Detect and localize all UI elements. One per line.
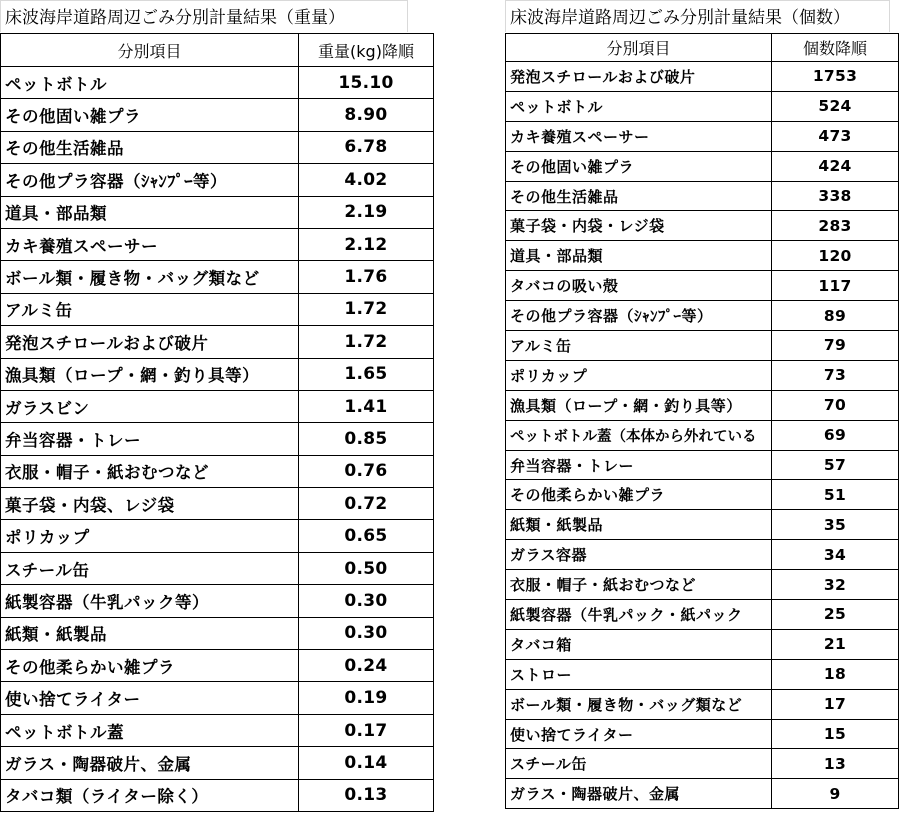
count-row-item: 発泡スチロールおよび破片 — [506, 62, 772, 92]
weight-row-item: カキ養殖スペーサー — [1, 228, 299, 260]
count-table-row — [506, 450, 899, 480]
weight-table — [0, 33, 434, 812]
weight-row-value: 2.19 — [299, 196, 434, 228]
count-row-item: その他プラ容器（ｼｬﾝﾌﾟｰ等） — [506, 301, 772, 331]
count-row-item: 使い捨てライター — [506, 719, 772, 749]
weight-table-row — [1, 228, 434, 260]
count-row-item: 道具・部品類 — [506, 241, 772, 271]
count-row-value: 1753 — [772, 62, 899, 92]
count-row-item: ボール類・履き物・バッグ類など — [506, 689, 772, 719]
count-row-item: アルミ缶 — [506, 331, 772, 361]
weight-row-value: 1.72 — [299, 293, 434, 325]
count-row-item: 衣服・帽子・紙おむつなど — [506, 570, 772, 600]
weight-row-value: 0.30 — [299, 617, 434, 649]
weight-row-item: ガラスビン — [1, 390, 299, 422]
weight-row-item: ペットボトル蓋 — [1, 714, 299, 746]
weight-row-value: 2.12 — [299, 228, 434, 260]
count-table-title: 床波海岸道路周辺ごみ分別計量結果（個数） — [505, 0, 890, 32]
weight-row-item: 紙製容器（牛乳パック等） — [1, 585, 299, 617]
count-table-body — [506, 62, 899, 809]
weight-row-value: 0.14 — [299, 747, 434, 779]
count-row-value: 117 — [772, 271, 899, 301]
weight-table-row — [1, 617, 434, 649]
weight-table-row — [1, 455, 434, 487]
count-table-row — [506, 151, 899, 181]
count-row-item: タバコの吸い殻 — [506, 271, 772, 301]
count-row-value: 57 — [772, 450, 899, 480]
weight-row-item: 使い捨てライター — [1, 682, 299, 714]
count-row-value: 120 — [772, 241, 899, 271]
weight-table-row — [1, 585, 434, 617]
count-row-value: 35 — [772, 510, 899, 540]
weight-table-row — [1, 747, 434, 779]
weight-table-row — [1, 779, 434, 811]
weight-row-value: 4.02 — [299, 164, 434, 196]
count-row-value: 32 — [772, 570, 899, 600]
weight-row-value: 6.78 — [299, 131, 434, 163]
weight-row-item: ペットボトル — [1, 67, 299, 99]
weight-row-item: 紙類・紙製品 — [1, 617, 299, 649]
count-table-row — [506, 301, 899, 331]
count-row-item: その他柔らかい雑プラ — [506, 480, 772, 510]
count-row-value: 18 — [772, 659, 899, 689]
count-table-row — [506, 420, 899, 450]
count-table-row — [506, 360, 899, 390]
weight-table-row — [1, 488, 434, 520]
weight-table-row — [1, 390, 434, 422]
count-row-item: 弁当容器・トレー — [506, 450, 772, 480]
count-row-value: 21 — [772, 629, 899, 659]
count-table-row — [506, 749, 899, 779]
weight-row-item: その他生活雑品 — [1, 131, 299, 163]
weight-table-header-row — [1, 34, 434, 67]
count-header-item: 分別項目 — [506, 34, 772, 62]
count-table-row — [506, 779, 899, 809]
weight-row-item: 弁当容器・トレー — [1, 423, 299, 455]
weight-row-item: ポリカップ — [1, 520, 299, 552]
count-table-row — [506, 629, 899, 659]
weight-row-value: 0.72 — [299, 488, 434, 520]
count-table-row — [506, 241, 899, 271]
weight-table-row — [1, 261, 434, 293]
weight-row-value: 0.30 — [299, 585, 434, 617]
count-table-row — [506, 181, 899, 211]
count-table-row — [506, 62, 899, 92]
weight-table-row — [1, 552, 434, 584]
weight-table-row — [1, 293, 434, 325]
weight-table-title: 床波海岸道路周辺ごみ分別計量結果（重量） — [0, 0, 408, 32]
weight-row-item: その他プラ容器（ｼｬﾝﾌﾟｰ等） — [1, 164, 299, 196]
count-table-row — [506, 540, 899, 570]
count-table-row — [506, 480, 899, 510]
count-row-value: 17 — [772, 689, 899, 719]
count-row-item: ペットボトル蓋（本体から外れている — [506, 420, 772, 450]
count-row-value: 13 — [772, 749, 899, 779]
count-table-row — [506, 271, 899, 301]
count-row-value: 338 — [772, 181, 899, 211]
weight-table-row — [1, 423, 434, 455]
weight-table-row — [1, 131, 434, 163]
count-row-item: ポリカップ — [506, 360, 772, 390]
count-row-item: その他固い雑プラ — [506, 151, 772, 181]
count-row-value: 9 — [772, 779, 899, 809]
count-table-row — [506, 659, 899, 689]
count-table-row — [506, 211, 899, 241]
count-row-value: 79 — [772, 331, 899, 361]
weight-table-body — [1, 67, 434, 812]
weight-table-row — [1, 714, 434, 746]
count-row-value: 15 — [772, 719, 899, 749]
weight-row-item: スチール缶 — [1, 552, 299, 584]
weight-row-value: 0.85 — [299, 423, 434, 455]
weight-table-row — [1, 358, 434, 390]
weight-row-value: 8.90 — [299, 99, 434, 131]
weight-row-item: 菓子袋・内袋、レジ袋 — [1, 488, 299, 520]
count-row-value: 34 — [772, 540, 899, 570]
count-row-value: 283 — [772, 211, 899, 241]
count-row-value: 473 — [772, 121, 899, 151]
count-table-row — [506, 91, 899, 121]
count-row-item: その他生活雑品 — [506, 181, 772, 211]
count-row-item: 菓子袋・内袋・レジ袋 — [506, 211, 772, 241]
count-table-header-row — [506, 34, 899, 62]
count-row-value: 524 — [772, 91, 899, 121]
count-row-item: ストロー — [506, 659, 772, 689]
weight-row-value: 0.24 — [299, 650, 434, 682]
weight-header-value: 重量(kg)降順 — [299, 34, 434, 67]
count-row-value: 25 — [772, 600, 899, 630]
weight-row-value: 1.72 — [299, 326, 434, 358]
count-row-item: 紙製容器（牛乳パック・紙パック — [506, 600, 772, 630]
weight-table-row — [1, 99, 434, 131]
weight-row-item: その他柔らかい雑プラ — [1, 650, 299, 682]
weight-row-value: 0.65 — [299, 520, 434, 552]
weight-row-value: 1.76 — [299, 261, 434, 293]
count-row-value: 69 — [772, 420, 899, 450]
weight-row-value: 0.17 — [299, 714, 434, 746]
weight-row-item: タバコ類（ライター除く） — [1, 779, 299, 811]
weight-row-item: アルミ缶 — [1, 293, 299, 325]
weight-row-value: 1.65 — [299, 358, 434, 390]
count-table-row — [506, 121, 899, 151]
weight-row-item: ボール類・履き物・バッグ類など — [1, 261, 299, 293]
count-table-row — [506, 331, 899, 361]
weight-table-row — [1, 520, 434, 552]
count-header-value: 個数降順 — [772, 34, 899, 62]
count-row-value: 89 — [772, 301, 899, 331]
count-row-value: 73 — [772, 360, 899, 390]
weight-row-value: 15.10 — [299, 67, 434, 99]
weight-table-row — [1, 164, 434, 196]
weight-row-item: 衣服・帽子・紙おむつなど — [1, 455, 299, 487]
weight-row-item: 漁具類（ロープ・網・釣り具等） — [1, 358, 299, 390]
weight-table-row — [1, 650, 434, 682]
count-row-item: 紙類・紙製品 — [506, 510, 772, 540]
count-table-row — [506, 390, 899, 420]
count-row-value: 424 — [772, 151, 899, 181]
count-row-item: 漁具類（ロープ・網・釣り具等） — [506, 390, 772, 420]
weight-row-item: 発泡スチロールおよび破片 — [1, 326, 299, 358]
weight-row-item: 道具・部品類 — [1, 196, 299, 228]
count-row-item: ガラス・陶器破片、金属 — [506, 779, 772, 809]
count-table-row — [506, 600, 899, 630]
weight-header-item: 分別項目 — [1, 34, 299, 67]
weight-row-value: 0.50 — [299, 552, 434, 584]
weight-row-item: その他固い雑プラ — [1, 99, 299, 131]
count-row-item: タバコ箱 — [506, 629, 772, 659]
count-table-row — [506, 570, 899, 600]
count-row-value: 70 — [772, 390, 899, 420]
count-table-row — [506, 510, 899, 540]
weight-table-row — [1, 326, 434, 358]
weight-table-row — [1, 67, 434, 99]
count-row-item: ペットボトル — [506, 91, 772, 121]
count-row-item: ガラス容器 — [506, 540, 772, 570]
count-table-row — [506, 689, 899, 719]
count-table-row — [506, 719, 899, 749]
weight-row-value: 0.19 — [299, 682, 434, 714]
weight-table-row — [1, 196, 434, 228]
weight-row-value: 0.13 — [299, 779, 434, 811]
weight-row-value: 1.41 — [299, 390, 434, 422]
count-table — [505, 33, 899, 809]
count-row-item: スチール缶 — [506, 749, 772, 779]
count-row-item: カキ養殖スペーサー — [506, 121, 772, 151]
weight-row-value: 0.76 — [299, 455, 434, 487]
weight-row-item: ガラス・陶器破片、金属 — [1, 747, 299, 779]
count-row-value: 51 — [772, 480, 899, 510]
weight-table-row — [1, 682, 434, 714]
